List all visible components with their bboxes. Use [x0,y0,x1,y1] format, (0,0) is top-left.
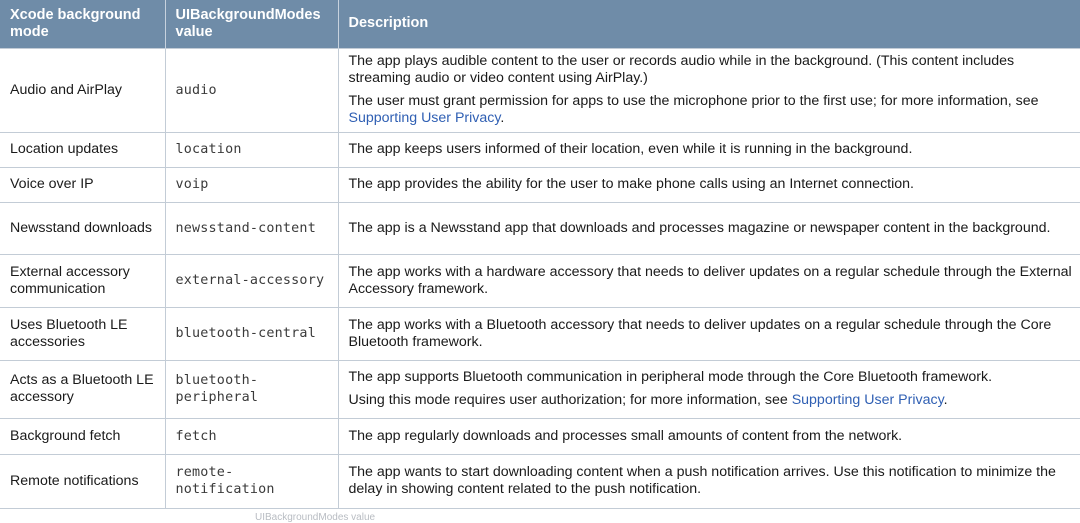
table-row [0,167,1080,202]
description-text: The app regularly downloads and processes small amounts of content from the network. [348,427,903,444]
description-note-end: . [500,110,505,126]
description-text: The app keeps users informed of their location, even while it is running in the background. [348,141,913,157]
table-row [0,202,1080,254]
description-note-text: Using this mode requires user authorization; for more information, see [348,392,788,408]
value-cell: bluetooth-central [165,307,338,360]
mode-cell: Acts as a Bluetooth LE accessory [0,360,165,418]
value-cell: fetch [165,418,338,454]
description-text: The app works with a hardware accessory that needs to deliver updates on a regular schedule through the External Accessory framework. [348,263,1072,297]
description-cell [338,454,1080,508]
description-text: The app wants to start downloading content when a push notification arrives. Use this notification to minimize the delay in showing content related to the push notification. [348,464,1056,497]
table-row [0,454,1080,508]
supporting-user-privacy-link[interactable]: Supporting User Privacy [791,392,944,408]
mode-cell: Location updates [0,132,165,167]
description-cell [338,360,1080,418]
value-cell: voip [165,167,338,202]
value-cell: audio [165,48,338,132]
supporting-user-privacy-link[interactable]: Supporting User Privacy [348,110,501,126]
mode-cell: Remote notifications [0,454,165,508]
table-row [0,307,1080,360]
header-description: Description [338,0,1080,48]
table-row [0,48,1080,132]
table-header-row [0,0,1080,48]
mode-cell: External accessory communication [0,254,165,307]
description-cell [338,132,1080,167]
description-note [349,93,1073,127]
value-cell: location [165,132,338,167]
table-row [0,254,1080,307]
mode-cell: Background fetch [0,418,165,454]
description-cell [338,202,1080,254]
description-text: The app provides the ability for the user to make phone calls using an Internet connection. [348,176,914,192]
description-note-text: The user must grant permission for apps to use the microphone prior to the first use; for more information, see [348,93,1039,109]
value-cell: remote-notification [165,454,338,508]
description-cell [338,167,1080,202]
header-value: UIBackgroundModes value [165,0,338,48]
description-text: The app works with a Bluetooth accessory that needs to deliver updates on a regular schedule through the Core Bluetooth framework. [348,316,1052,350]
table-row [0,360,1080,418]
description-cell [338,254,1080,307]
mode-cell: Voice over IP [0,167,165,202]
description-text: The app is a Newsstand app that downloads and processes magazine or newspaper content in the background. [348,219,1051,236]
mode-cell: Newsstand downloads [0,202,165,254]
mode-cell: Audio and AirPlay [0,48,165,132]
header-mode: Xcode background mode [0,0,165,48]
table-row [0,132,1080,167]
value-cell: external-accessory [165,254,338,307]
description-text: The app supports Bluetooth communication in peripheral mode through the Core Bluetooth framework. [348,369,993,385]
description-cell [338,307,1080,360]
description-cell [338,418,1080,454]
value-cell: bluetooth-peripheral [165,360,338,418]
description-text: The app plays audible content to the user or records audio while in the background. (This content includes streaming audio or video content using AirPlay.) [348,53,1015,86]
mode-cell: Uses Bluetooth LE accessories [0,307,165,360]
table-row [0,418,1080,454]
description-cell [338,48,1080,132]
description-note [349,392,1073,409]
partial-caption: UIBackgroundModes value [255,512,376,523]
value-cell: newsstand-content [165,202,338,254]
description-note-end: . [943,392,948,408]
